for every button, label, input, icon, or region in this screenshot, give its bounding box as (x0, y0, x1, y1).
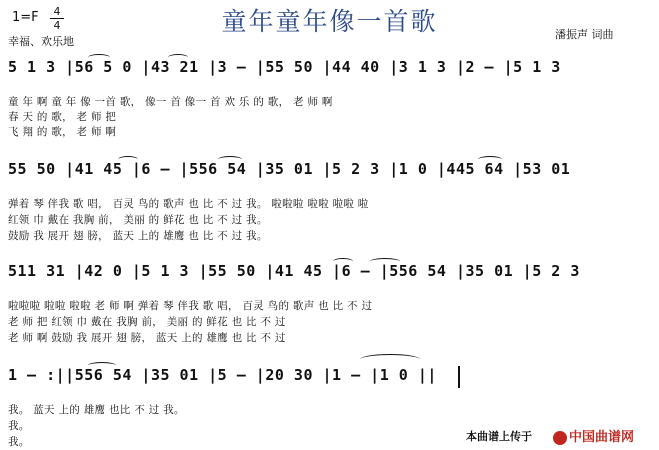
lyric-row-3-verse-1: 啦啦啦 啦啦 啦啦 老 师 啊 弹着 琴 伴我 歌 唱， 百灵 鸟的 歌声 也 比 不 过 (8, 300, 373, 312)
time-signature (50, 6, 64, 31)
notation-row-3: 511 31 |42 0 |5 1 3 |55 50 |41 45 |6 – |556 54 |35 01 |5 2 3 (8, 262, 580, 280)
song-title: 童年童年像一首歌 (221, 7, 438, 36)
author-credit: 潘振声 词曲 (555, 28, 614, 41)
lyric-row-1-verse-2: 春 天 的 歌， 老 师 把 (8, 111, 117, 123)
tie-mark (360, 354, 420, 365)
site-name: 中国曲谱网 (569, 430, 635, 445)
notation-row-2: 55 50 |41 45 |6 – |556 54 |35 01 |5 2 3 |1 0 |445 64 |53 01 (8, 160, 571, 178)
final-barline (458, 366, 460, 388)
lyric-row-2-verse-2: 红领 巾 戴在 我胸 前， 美丽 的 鲜花 也 比 不 过 我。 (8, 214, 268, 226)
upload-note: 本曲谱上传于 (466, 430, 532, 443)
time-top: 4 (53, 5, 61, 18)
logo-icon (553, 431, 567, 445)
slur-mark (370, 258, 400, 265)
notation-row-4: 1 – :||556 54 |35 01 |5 – |20 30 |1 – |1 0 || (8, 366, 437, 384)
lyric-row-4-verse-1: 我。 蓝天 上的 雄鹰 也比 不 过 我。 (8, 404, 185, 416)
lyric-row-4-verse-3: 我。 (8, 436, 30, 448)
lyric-row-3-verse-2: 老 师 把 红领 巾 戴在 我胸 前， 美丽 的 鲜花 也 比 不 过 (8, 316, 286, 328)
lyric-row-1-verse-1: 童 年 啊 童 年 像 一首 歌， 像一 首 像一 首 欢 乐 的 歌， 老 师 啊 (8, 96, 333, 108)
slur-mark (88, 362, 116, 369)
notation-row-1: 5 1 3 |56 5 0 |43 21 |3 – |55 50 |44 40 |3 1 3 |2 – |5 1 3 (8, 58, 561, 76)
lyric-row-4-verse-2: 我。 (8, 420, 30, 432)
lyric-row-2-verse-1: 弹着 琴 伴我 歌 唱， 百灵 鸟的 歌声 也 比 不 过 我。 啦啦啦 啦啦 啦啦 啦 (8, 198, 369, 210)
slur-mark (168, 54, 188, 61)
slur-mark (478, 156, 502, 163)
tempo-expression: 幸福、欢乐地 (8, 35, 74, 48)
site-logo[interactable] (553, 426, 634, 445)
lyric-row-2-verse-3: 鼓励 我 展开 翅 膀， 蓝天 上的 雄鹰 也 比 不 过 我。 (8, 230, 268, 242)
slur-mark (88, 54, 110, 61)
time-bottom: 4 (53, 19, 61, 32)
slur-mark (218, 156, 242, 163)
lyric-row-3-verse-3: 老 师 啊 鼓励 我 展开 翅 膀， 蓝天 上的 雄鹰 也 比 不 过 (8, 332, 286, 344)
slur-mark (333, 258, 353, 265)
slur-mark (118, 156, 138, 163)
lyric-row-1-verse-3: 飞 翔 的 歌， 老 师 啊 (8, 126, 117, 138)
key-signature: 1=F (12, 10, 39, 25)
